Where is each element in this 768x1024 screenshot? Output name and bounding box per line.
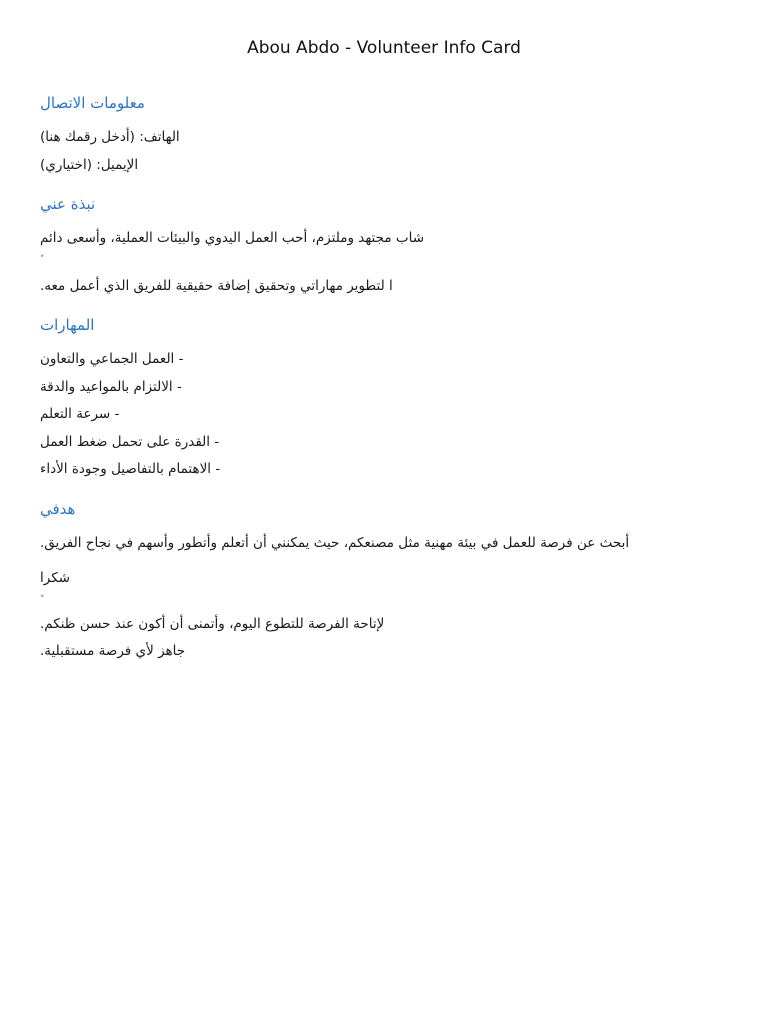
goal-heading: هدفي: [40, 499, 76, 518]
email-line: الإيميل: (اختياري): [40, 156, 139, 173]
about-tanween-mark: [40, 253, 728, 267]
document-content: [40, 90, 728, 666]
about-section: [40, 191, 728, 300]
skills-section: [40, 312, 728, 484]
skill-item: - القدرة على تحمل ضغط العمل: [40, 433, 220, 450]
closing-tanween-mark: [40, 593, 728, 607]
about-heading: نبذة عني: [40, 195, 96, 213]
thanks-text: شكرا: [40, 570, 70, 586]
skill-item: - الالتزام بالمواعيد والدقة: [40, 378, 182, 395]
skills-heading: المهارات: [40, 316, 95, 334]
contact-heading: معلومات الاتصال: [40, 94, 145, 112]
skill-item: - الاهتمام بالتفاصيل وجودة الأداء: [40, 461, 221, 477]
about-text-line-1: شاب مجتهد وملتزم، أحب العمل اليدوي والبيئات العملية، وأسعى دائم: [40, 230, 425, 246]
skill-item: - سرعة التعلم: [40, 406, 120, 422]
goal-text: أبحث عن فرصة للعمل في بيئة مهنية مثل مصنعكم، حيث يمكنني أن أتعلم وأتطور وأسهم في نجاح الفريق.: [40, 534, 630, 551]
closing-line-1: لإتاحة الفرصة للتطوع اليوم، وأتمنى أن أكون عند حسن ظنكم.: [40, 615, 385, 632]
closing-section: [40, 565, 728, 666]
contact-section: [40, 90, 728, 179]
skill-item: - العمل الجماعي والتعاون: [40, 351, 184, 367]
closing-line-2: جاهز لأي فرصة مستقبلية.: [40, 643, 186, 659]
about-text-line-2: ا لتطوير مهاراتي وتحقيق إضافة حقيقية للفريق الذي أعمل معه.: [40, 277, 393, 294]
phone-line: الهاتف: (أدخل رقمك هنا): [40, 129, 180, 145]
page-title: Abou Abdo - Volunteer Info Card: [247, 38, 521, 58]
goal-section: [40, 496, 728, 558]
